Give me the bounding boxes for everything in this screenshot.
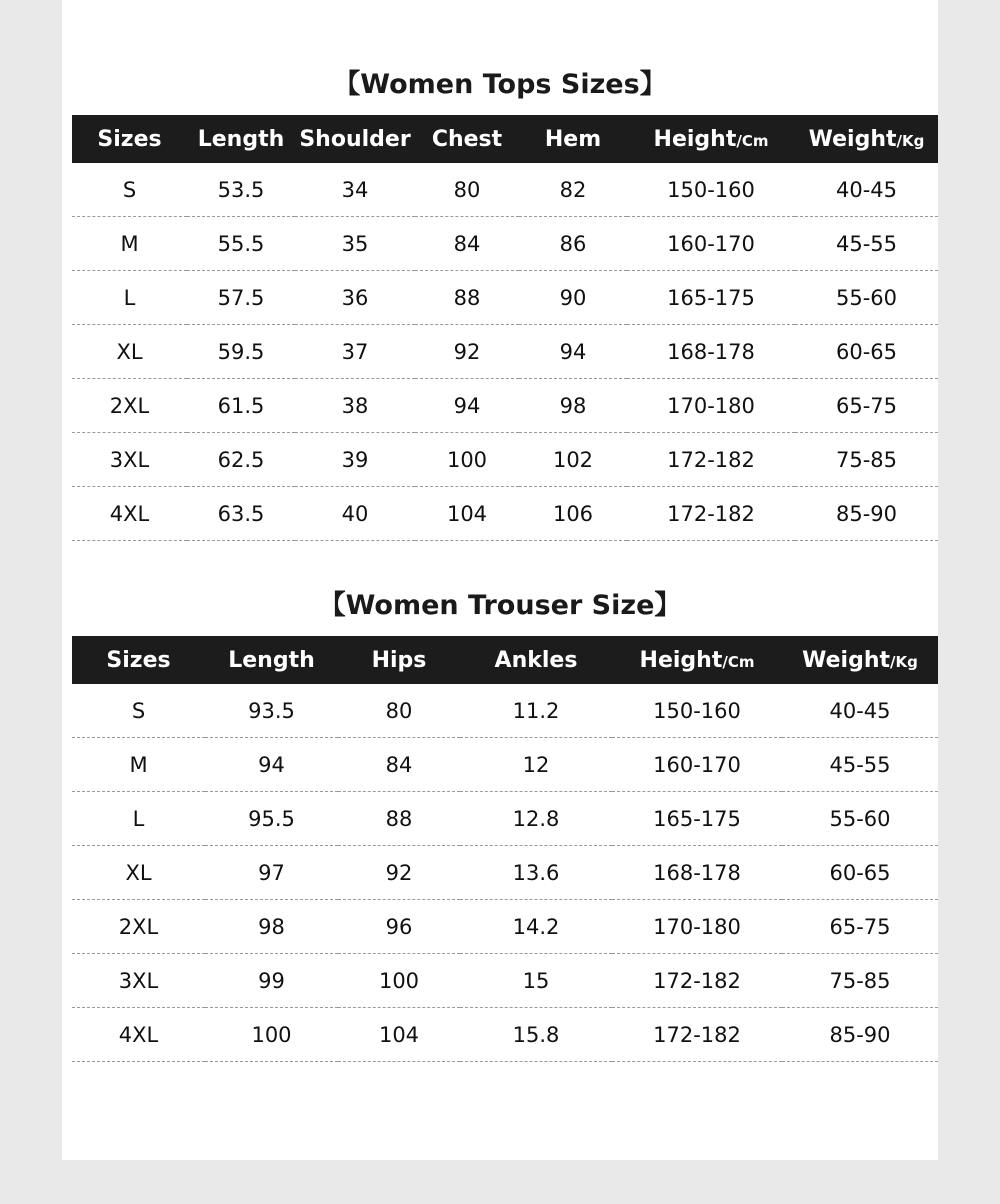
table-cell: 38 [295, 379, 415, 433]
table-cell: 60-65 [782, 846, 938, 900]
table-cell: 99 [205, 954, 338, 1008]
table-cell: 168-178 [612, 846, 782, 900]
trousers-header-cell: Sizes [106, 647, 171, 673]
table-cell: 150-160 [612, 684, 782, 738]
table-cell: 96 [338, 900, 460, 954]
table-cell: 75-85 [782, 954, 938, 1008]
table-cell: 160-170 [627, 217, 795, 271]
trousers-header-row [72, 636, 938, 684]
table-cell: 95.5 [205, 792, 338, 846]
table-cell: 80 [415, 163, 519, 217]
table-cell: 150-160 [627, 163, 795, 217]
table-cell: L [72, 792, 205, 846]
table-cell: 85-90 [795, 487, 938, 541]
table-cell: 160-170 [612, 738, 782, 792]
table-cell: 92 [415, 325, 519, 379]
table-cell: 168-178 [627, 325, 795, 379]
table-cell: 15.8 [460, 1008, 612, 1062]
tops-header-cell: Height/Cm [653, 126, 769, 152]
table-cell: 80 [338, 684, 460, 738]
table-row [72, 163, 938, 217]
table-cell: 90 [519, 271, 627, 325]
table-cell: 170-180 [627, 379, 795, 433]
trousers-title: 【Women Trouser Size】 [318, 590, 682, 621]
table-cell: 92 [338, 846, 460, 900]
table-cell: 85-90 [782, 1008, 938, 1062]
table-cell: 12 [460, 738, 612, 792]
table-cell: 98 [205, 900, 338, 954]
table-cell: 63.5 [187, 487, 295, 541]
table-row [72, 217, 938, 271]
trousers-header-cell: Length [228, 647, 315, 673]
table-row [72, 684, 938, 738]
table-row [72, 900, 938, 954]
table-cell: 3XL [72, 433, 187, 487]
table-cell: 94 [205, 738, 338, 792]
tops-header-cell: Chest [431, 126, 503, 152]
trousers-header-cell: Weight/Kg [802, 647, 918, 673]
table-cell: 94 [415, 379, 519, 433]
table-cell: S [72, 163, 187, 217]
table-cell: 172-182 [627, 487, 795, 541]
table-row [72, 325, 938, 379]
table-cell: 65-75 [782, 900, 938, 954]
table-cell: 2XL [72, 379, 187, 433]
table-cell: 60-65 [795, 325, 938, 379]
tops-size-table [72, 115, 938, 541]
table-cell: 100 [205, 1008, 338, 1062]
table-cell: 13.6 [460, 846, 612, 900]
table-cell: 55.5 [187, 217, 295, 271]
table-cell: 100 [415, 433, 519, 487]
table-cell: 61.5 [187, 379, 295, 433]
tops-header-cell: Sizes [97, 126, 162, 152]
tops-header-row [72, 115, 938, 163]
table-cell: 12.8 [460, 792, 612, 846]
table-cell: 53.5 [187, 163, 295, 217]
table-cell: 84 [338, 738, 460, 792]
table-cell: 40-45 [795, 163, 938, 217]
table-cell: 102 [519, 433, 627, 487]
table-cell: 59.5 [187, 325, 295, 379]
table-row [72, 379, 938, 433]
table-cell: 65-75 [795, 379, 938, 433]
table-cell: 104 [415, 487, 519, 541]
table-cell: 165-175 [627, 271, 795, 325]
table-cell: 100 [338, 954, 460, 1008]
table-cell: 36 [295, 271, 415, 325]
table-cell: 2XL [72, 900, 205, 954]
table-cell: 88 [338, 792, 460, 846]
size-chart-page [62, 0, 938, 1160]
table-cell: 172-182 [627, 433, 795, 487]
table-cell: 57.5 [187, 271, 295, 325]
table-cell: 37 [295, 325, 415, 379]
table-cell: L [72, 271, 187, 325]
table-cell: XL [72, 325, 187, 379]
table-cell: 40 [295, 487, 415, 541]
tops-table-body [72, 163, 938, 541]
table-cell: 15 [460, 954, 612, 1008]
table-row [72, 271, 938, 325]
table-cell: 45-55 [782, 738, 938, 792]
table-row [72, 846, 938, 900]
table-cell: 55-60 [795, 271, 938, 325]
table-cell: 82 [519, 163, 627, 217]
table-row [72, 487, 938, 541]
table-cell: 75-85 [795, 433, 938, 487]
table-cell: 104 [338, 1008, 460, 1062]
tops-title: 【Women Tops Sizes】 [333, 69, 667, 100]
tops-header-cell: Shoulder [299, 126, 411, 152]
trousers-table-body [72, 684, 938, 1062]
tops-header-cell: Weight/Kg [808, 126, 925, 152]
table-cell: 4XL [72, 1008, 205, 1062]
table-cell: 170-180 [612, 900, 782, 954]
tops-header-cell: Hem [544, 126, 602, 152]
trousers-header-cell: Height/Cm [639, 647, 755, 673]
table-cell: 165-175 [612, 792, 782, 846]
table-cell: 94 [519, 325, 627, 379]
table-cell: 93.5 [205, 684, 338, 738]
table-cell: 98 [519, 379, 627, 433]
table-cell: 84 [415, 217, 519, 271]
table-cell: 97 [205, 846, 338, 900]
table-cell: 40-45 [782, 684, 938, 738]
table-cell: 172-182 [612, 954, 782, 1008]
table-cell: 106 [519, 487, 627, 541]
trousers-section [62, 541, 938, 1062]
table-cell: 3XL [72, 954, 205, 1008]
table-row [72, 433, 938, 487]
table-cell: 62.5 [187, 433, 295, 487]
table-row [72, 792, 938, 846]
tops-table-head [72, 115, 938, 163]
trousers-header-cell: Ankles [494, 647, 578, 673]
table-row [72, 1008, 938, 1062]
table-cell: 11.2 [460, 684, 612, 738]
table-cell: 4XL [72, 487, 187, 541]
table-cell: 34 [295, 163, 415, 217]
tops-header-cell: Length [197, 126, 285, 152]
trousers-size-table [72, 636, 938, 1062]
table-cell: 45-55 [795, 217, 938, 271]
table-row [72, 738, 938, 792]
trousers-table-head [72, 636, 938, 684]
table-cell: M [72, 738, 205, 792]
table-cell: 14.2 [460, 900, 612, 954]
table-cell: M [72, 217, 187, 271]
table-cell: 35 [295, 217, 415, 271]
table-cell: S [72, 684, 205, 738]
table-cell: 55-60 [782, 792, 938, 846]
table-row [72, 954, 938, 1008]
table-cell: 88 [415, 271, 519, 325]
table-cell: 86 [519, 217, 627, 271]
table-cell: 172-182 [612, 1008, 782, 1062]
table-cell: XL [72, 846, 205, 900]
trousers-header-cell: Hips [371, 647, 427, 673]
table-cell: 39 [295, 433, 415, 487]
tops-section [62, 0, 938, 541]
